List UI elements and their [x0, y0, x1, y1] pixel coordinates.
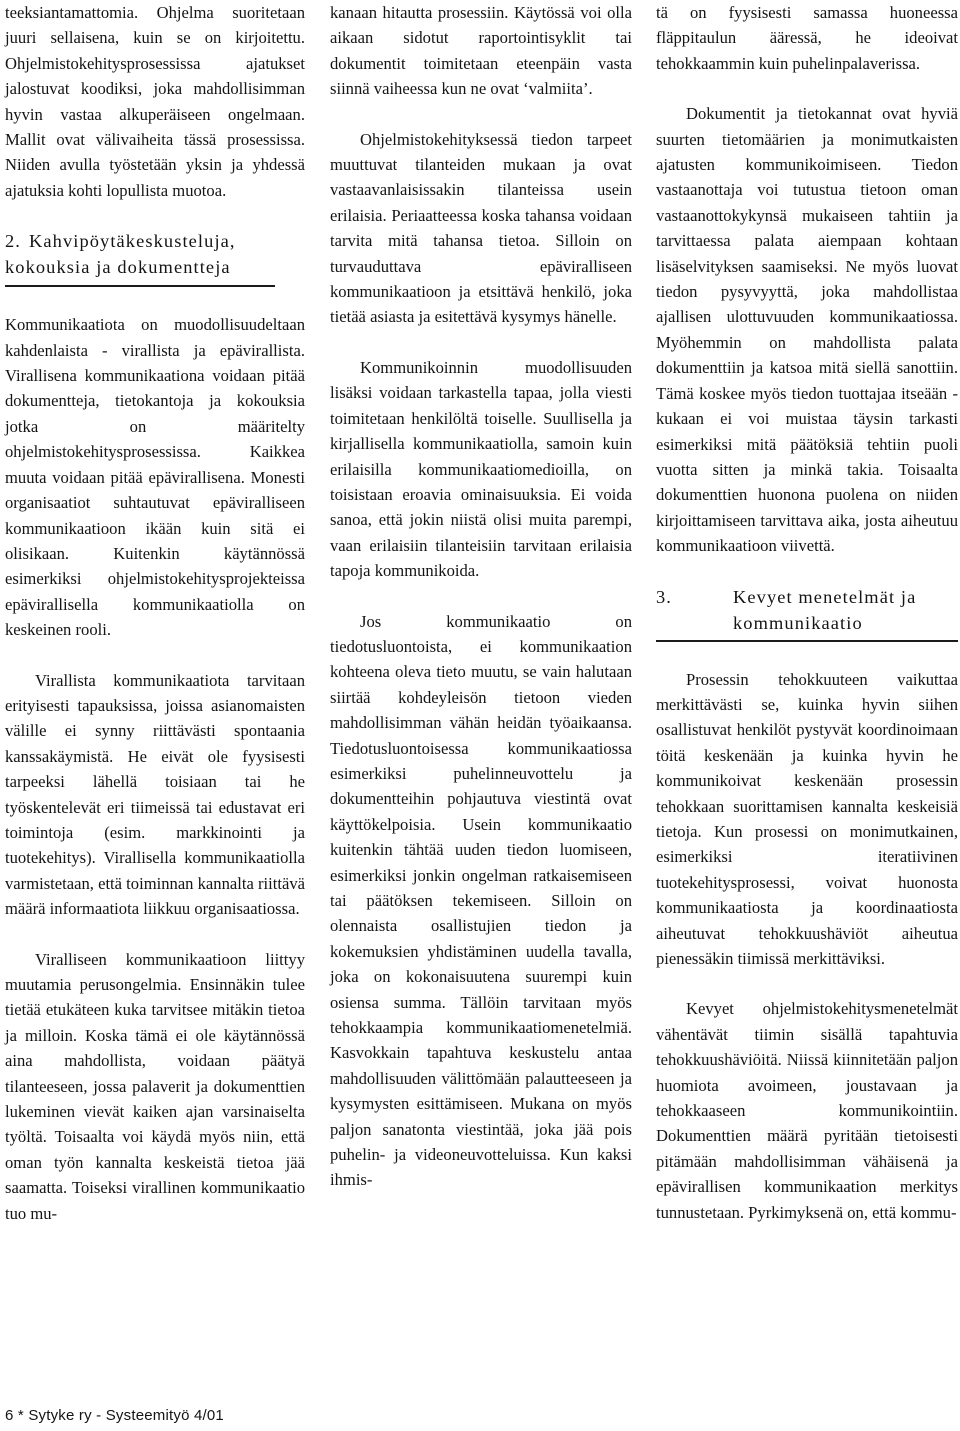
- paragraph: tä on fyysisesti samassa huoneessa fläppitaulun ääressä, he ideoivat tehokkaammin kuin puhelinpalaverissa.: [656, 3, 958, 73]
- paragraph: Virallista kommunikaatiota tarvitaan erityisesti tapauksissa, joissa asianomaisten välille ei synny riittävästi spontaania kanssakäymistä. He eivät ole fyysisesti tarpeeksi lähellä toisiaan tai he työskentelevät eri tiimeissä tai edustavat eri toimintoja (esim. markkinointi ja tuotekehitys). Virallisella kommunikaatiolla varmistetaan, että toiminnan kannalta riittävä määrä informaatiota liikkuu organisaatiossa.: [5, 670, 305, 919]
- paragraph: Kevyet ohjelmistokehitysmenetelmät vähentävät tiimin sisällä tapahtuvia tehokkuushäviöitä. Niissä kiinnitetään paljon huomiota avoimeen, joustavaan ja tehokkaaseen kommunikointiin. Dokumenttien määrä pyritään tietoisesti pitämään mahdollisimman vähäisenä ja epävirallisen kommunikaation merkitys tunnustetaan. Pyrkimyksenä on, että kommu-: [656, 999, 958, 1222]
- section-number: 3.: [656, 586, 672, 607]
- paragraph: Kommunikoinnin muodollisuuden lisäksi voidaan tarkastella tapaa, jolla viesti toimitetaan henkilöltä toiselle. Suullisella ja kirjallisella kommunikaatiolla, samoin kuin erilaisilla kommunikaatiomedioilla, on toisistaan eroavia ominaisuuksia. Ei voida sanoa, että jokin niistä olisi muita parempi, vaan erilaisiin tilanteisiin tarvitaan erilaisia tapoja kommunikoida.: [330, 357, 632, 581]
- paragraph: teeksiantamattomia. Ohjelma suoritetaan juuri sellaisena, kuin se on kirjoitettu. Ohjelmistokehitysprosessissa ajatukset jalostuvat koodiksi, joka mahdollisimman hyvin vastaa alkuperäiseen ongelmaan. Mallit ovat välivaiheita tässä prosessissa. Niiden avulla työstetään yksin ja yhdessä ajatuksia kohti lopullista muotoa.: [5, 3, 305, 200]
- section-heading-2: [5, 228, 275, 287]
- paragraph: Ohjelmistokehityksessä tiedon tarpeet muuttuvat tilanteiden mukaan ja ovat vastaavanlaisissakin tilanteissa usein erilaisia. Periaatteessa koska tahansa voidaan tarvita mitä tahansa tietoa. Silloin on turvauduttava epäviralliseen kommunikaatioon ja etsittävä henkilö, joka tietää asiasta ja esitettävä kysymys hänelle.: [330, 129, 632, 327]
- paragraph: Jos kommunikaatio on tiedotusluontoista, ei kommunikaation kohteena oleva tieto muutu, se vain halutaan siirtää kohdeyleisön tietoon vieden mahdollisimman vähän heidän työaikaansa. Tiedotusluontoisessa kommunikaatiossa esimerkiksi puhelinneuvottelu ja dokumentteihin pohjautuva viestintä ovat käyttökelpoisia. Usein kommunikaatio kuitenkin tähtää uuden tiedon luomiseen, esimerkiksi jonkin ongelman ratkaisemiseen tai päätöksen tekemiseen. Silloin on olennaista osallistujien tiedon ja kokemuksien yhdistäminen uudella tavalla, joka on kokonaisuutena suurempi kuin osiensa summa. Tällöin tarvitaan myös tehokkaampia kommunikaatiomenetelmiä. Kasvokkain tapahtuva keskustelu antaa mahdollisuuden välittömään palautteeseen ja kysymysten esittämiseen. Mukana on myös paljon sanatonta viestintää, joka jää pois puhelin- ja videoneuvotteluissa. Kun kaksi ihmis-: [330, 611, 632, 1190]
- text-column-1: [5, 0, 305, 1226]
- paragraph: Prosessin tehokkuuteen vaikuttaa merkittävästi se, kuinka hyvin siihen osallistuvat henkilöt pystyvät koordinoimaan töitä keskenään ja kuinka hyvin he kommunikoivat keskenään prosessin tehokkaan suorittamisen kannalta keskeisiä tietoja. Kun prosessi on monimutkainen, esimerkiksi iteratiivinen tuotekehitysprosessi, voivat huonosta kommunikaatiosta ja koordinaatiosta aiheutuvat tehokkuushäviöt aiheutua pienessäkin tiimissä merkittäviksi.: [656, 669, 958, 968]
- section-title-line-2: kommunikaatio: [733, 612, 863, 633]
- paragraph: Kommunikaatiota on muodollisuudeltaan kahdenlaista - virallista ja epävirallista. Virallisena kommunikaationa voidaan pitää dokumentteja, tietokantoja ja kokouksia jotka on määritelty ohjelmistokehitysprosessissa. Kaikkea muuta voidaan pitää epävirallisena. Monesti organisaatiot suhtautuvat epäviralliseen kommunikaatioon ikään kuin sitä ei olisikaan. Kuitenkin käytännössä esimerkiksi ohjelmistokehitysprojekteissa epävirallisella kommunikaatiolla on keskeinen rooli.: [5, 315, 305, 640]
- paragraph: Viralliseen kommunikaatioon liittyy muutamia perusongelmia. Ensinnäkin tulee tietää etukäteen kuka tarvitsee mitäkin tietoa ja milloin. Koska tämä ei ole käytännössä aina mahdollista, voidaan päätyä tilanteeseen, jossa palaverit ja dokumenttien lukeminen vievät kaiken ajan varsinaiselta työltä. Toisaalta voi käydä myös niin, että oman työn kannalta keskeistä tietoa jää saamatta. Toiseksi virallinen kommunikaatio tuo mu-: [5, 949, 305, 1223]
- section-title-line-2: kokouksia ja dokumentteja: [5, 257, 231, 278]
- paragraph: kanaan hitautta prosessiin. Käytössä voi olla aikaan sidotut raportointisyklit tai dokumentit toimitetaan eteenpäin vasta siinnä vaiheessa kun ne ovat ‘valmiita’.: [330, 3, 632, 99]
- paragraph: Dokumentit ja tietokannat ovat hyviä suurten tietomäärien ja monimutkaisten ajatusten kommunikoimiseen. Tiedon vastaanottaja voi tutustua tietoon oman vastaanottokykynsä mukaiseen tahtiin ja tarvittaessa palata aiempaan kohtaan lisäselvityksen saamiseksi. Ne myös luovat tiedon pysyvyyttä, joka mahdollistaa ajallisen ulottuvuuden kommunikaatiossa. Myöhemmin on mahdollista palata dokumenttiin ja katsoa mitä siellä sanottiin. Tämä koskee myös tiedon tuottajaa itseään - kukaan ei voi muistaa täysin tarkasti esimerkiksi mitä päätöksiä tehtiin puoli vuotta sitten ja minkä takia. Toisaalta dokumenttien huonona puolena on niiden kirjoittamiseen tarvittava aika, josta aiheutuu kommunikaatioon viivettä.: [656, 104, 958, 556]
- section-title-line-1: Kahvipöytäkeskusteluja,: [29, 231, 236, 252]
- page-footer: 6 * Sytyke ry - Systeemityö 4/01: [5, 1407, 224, 1424]
- text-column-3: [656, 0, 958, 1225]
- section-title-line-1: Kevyet menetelmät ja: [733, 586, 917, 607]
- text-column-2: [330, 0, 632, 1193]
- section-heading-3: [656, 584, 958, 642]
- section-number: 2.: [5, 231, 21, 252]
